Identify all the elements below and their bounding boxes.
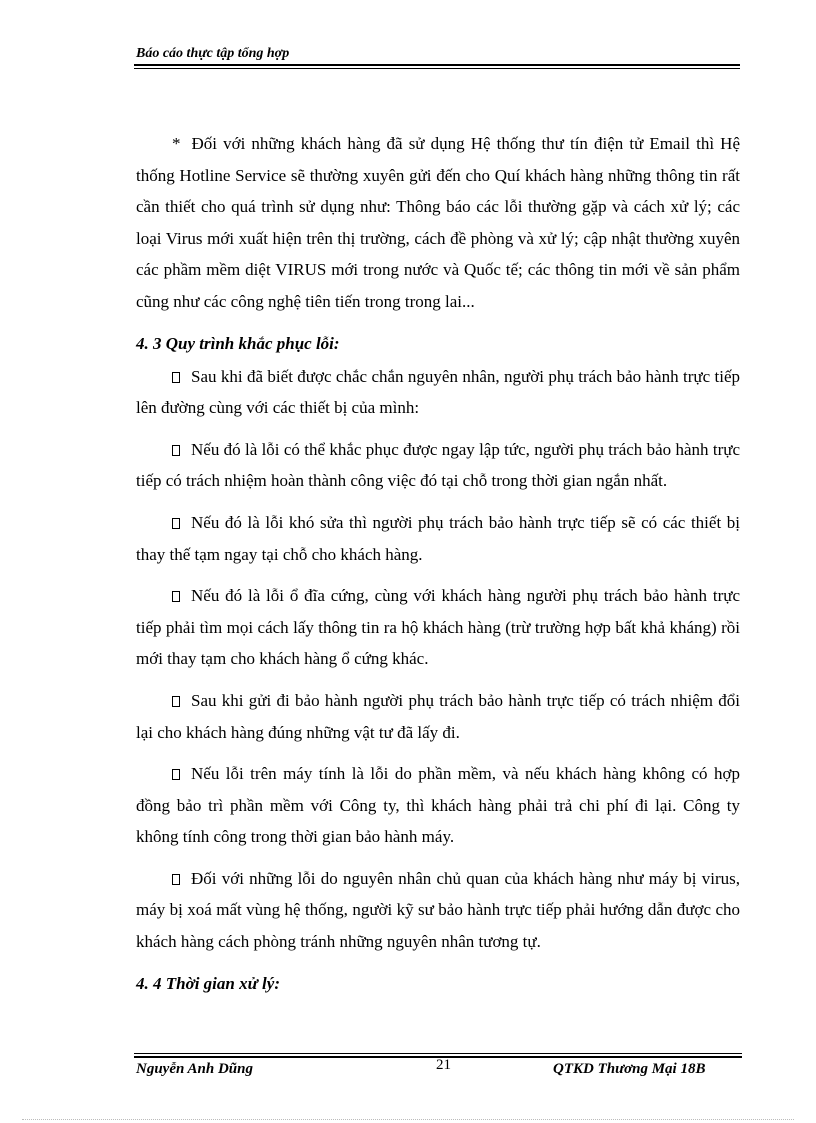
list-item-text: Nếu đó là lỗi khó sửa thì người phụ trách bảo hành trực tiếp sẽ có các thiết bị thay thế tạm ngay tại chỗ cho khách hàng. bbox=[136, 512, 740, 564]
list-item bbox=[136, 758, 740, 853]
paragraph-email-hotline bbox=[136, 128, 740, 318]
header-rule-thin bbox=[134, 68, 740, 69]
list-item-text: Nếu đó là lỗi ổ đĩa cứng, cùng với khách hàng người phụ trách bảo hành trực tiếp phải tìm mọi cách lấy thông tin ra hộ khách hàng (trừ trường hợp bất khả kháng) rồi mới thay tạm cho khách hàng ổ cứng khác. bbox=[136, 586, 740, 669]
page-edge-divider bbox=[22, 1119, 794, 1120]
asterisk-bullet: * bbox=[172, 134, 181, 153]
checkbox-bullet-icon bbox=[172, 518, 180, 529]
checkbox-bullet-icon bbox=[172, 591, 180, 602]
list-item bbox=[136, 863, 740, 958]
list-item bbox=[136, 361, 740, 424]
checkbox-bullet-icon bbox=[172, 696, 180, 707]
list-item bbox=[136, 507, 740, 570]
list-item-text: Nếu đó là lỗi có thể khắc phục được ngay lập tức, người phụ trách bảo hành trực tiếp có trách nhiệm hoàn thành công việc đó tại chỗ trong thời gian ngắn nhất. bbox=[136, 439, 740, 491]
checkbox-bullet-icon bbox=[172, 445, 180, 456]
checkbox-bullet-icon bbox=[172, 769, 180, 780]
list-item-text: Nếu lỗi trên máy tính là lỗi do phần mềm, và nếu khách hàng không có hợp đồng bảo trì phần mềm với Công ty, thì khách hàng phải trả chi phí đi lại. Công ty không tính công trong thời gian bảo hành máy. bbox=[136, 764, 740, 847]
section-heading-4-4: 4. 4 Thời gian xử lý: bbox=[136, 973, 280, 993]
list-item bbox=[136, 685, 740, 748]
section-heading-4-3: 4. 3 Quy trình khắc phục lỗi: bbox=[136, 333, 340, 353]
paragraph-text: Đối với những khách hàng đã sử dụng Hệ thống thư tín điện tử Email thì Hệ thống Hotline Service sẽ thường xuyên gửi đến cho Quí khách hàng những thông tin rất cần thiết cho quá trình sử dụng như: Thông báo các lỗi thường gặp và cách xử lý; các loại Virus mới xuất hiện trên thị trường, cách đề phòng và xử lý; cập nhật thường xuyên các phầm mềm diệt VIRUS mới trong nước và Quốc tế; các thông tin mới về sản phẩm cũng như các công nghệ tiên tiến trong trong lai... bbox=[136, 134, 740, 311]
checkbox-bullet-icon bbox=[172, 874, 180, 885]
page-body bbox=[136, 128, 740, 1001]
list-item bbox=[136, 434, 740, 497]
list-item-text: Sau khi đã biết được chắc chắn nguyên nhân, người phụ trách bảo hành trực tiếp lên đường cùng với các thiết bị của mình: bbox=[136, 366, 740, 418]
footer-author: Nguyễn Anh Dũng bbox=[136, 1061, 253, 1077]
header-rule bbox=[134, 64, 740, 66]
checkbox-bullet-icon bbox=[172, 372, 180, 383]
header-title: Báo cáo thực tập tổng hợp bbox=[136, 46, 290, 61]
footer-rule-thin bbox=[134, 1053, 742, 1054]
list-item-text: Sau khi gửi đi bảo hành người phụ trách bảo hành trực tiếp có trách nhiệm đổi lại cho khách hàng đúng những vật tư đã lấy đi. bbox=[136, 690, 740, 742]
footer-class-name: QTKD Thương Mại 18B bbox=[553, 1061, 706, 1077]
list-item-text: Đối với những lỗi do nguyên nhân chủ quan của khách hàng như máy bị virus, máy bị xoá mất vùng hệ thống, người kỹ sư bảo hành trực tiếp phải hướng dẫn được cho khách hàng cách phòng tránh những nguyên nhân tương tự. bbox=[136, 868, 740, 952]
list-item bbox=[136, 580, 740, 675]
page-number: 21 bbox=[436, 1057, 451, 1073]
